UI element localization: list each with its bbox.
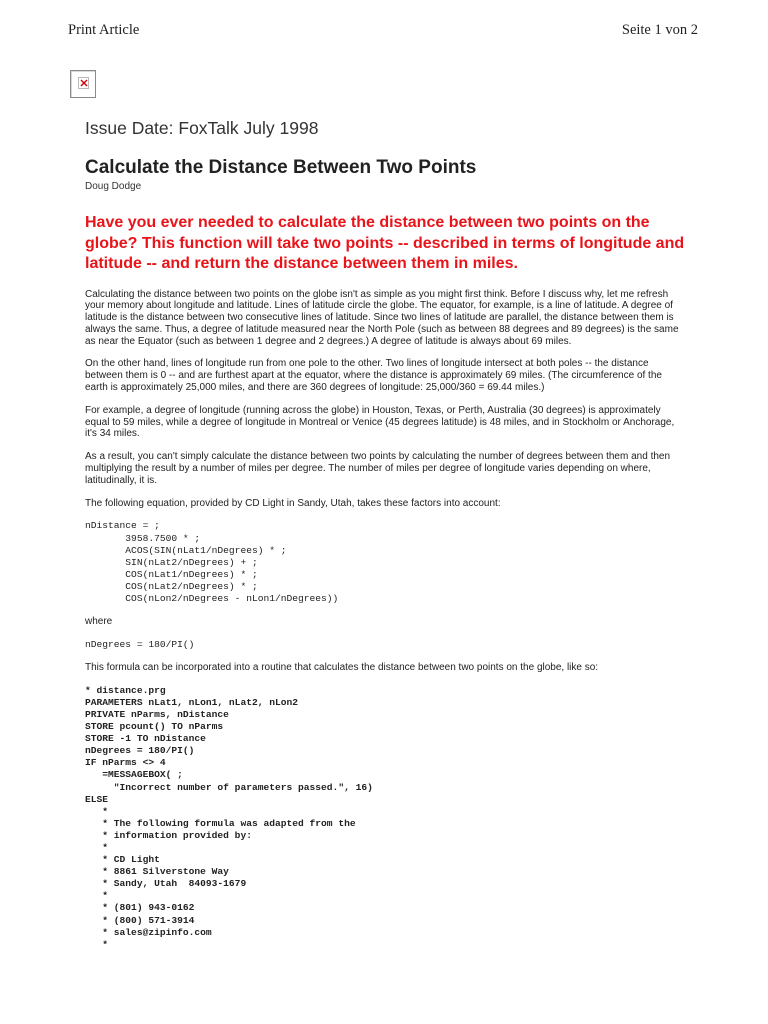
paragraph-routine-intro: This formula can be incorporated into a routine that calculates the distance between two points on the globe, like so: [85,662,599,673]
article-author: Doug Dodge [85,181,142,192]
code-routine: * distance.prg PARAMETERS nLat1, nLon1, nLat2, nLon2 PRIVATE nParms, nDistance STORE pcount() TO nParms STORE -1 TO nDistance nDegrees = 180/PI() IF nParms <> 4 =MESSAGEBOX( ; "Incorrect number of parameters passed.", 16) ELSE * * The following formula was adapted from the * information provided by: * * CD Light * 8861 Silverstone Way * Sandy, Utah 84093-1679 * * (801) 943-0162 * (800) 571-3914 * sales@zipinfo.com * [85,684,373,950]
page-number: Seite 1 von 2 [621,22,698,38]
paragraph-latitude: Calculating the distance between two points on the globe isn't as simple as you might first think. Before I discuss why, let me refresh your memory about longitude and latitude. Lines of latitude circle the globe. The equator, for example, is a line of latitude. A degree of latitude is the distance between two consecutive lines of latitude. Since two lines of latitude are parallel, the distance between them is always the same. Thus, a degree of latitude measured near the North Pole (such as between 88 degrees and 89 degrees) is the same as near the Equator (such as between 1 degree and 2 degrees.) A degree of latitude is always about 69 miles. [85,288,679,347]
issue-date: Issue Date: FoxTalk July 1998 [85,118,319,138]
where-label: where [85,616,113,628]
paragraph-example: For example, a degree of longitude (running across the globe) in Houston, Texas, or Perth, Australia (30 degrees) is approximately equal to 59 miles, while a degree of longitude in Montreal or Venice (45 degrees latitude) is 48 miles, and in Stockholm or Anchorage, it's 34 miles. [85,404,675,440]
print-article-label: Print Article [68,22,140,38]
code-degrees: nDegrees = 180/PI() [85,638,195,650]
broken-image-icon [70,70,96,98]
print-header [68,22,698,42]
paragraph-result: As a result, you can't simply calculate the distance between two points by calculating the number of degrees between them and then multiplying the result by a number of miles per degree. The number of miles per degree of longitude varies depending on where, latitudinally, it is. [85,451,671,486]
broken-image-glyph [78,77,89,89]
paragraph-equation-intro: The following equation, provided by CD Light in Sandy, Utah, takes these factors into account: [85,497,501,509]
article-lead: Have you ever needed to calculate the distance between two points on the globe? This function will take two points -- described in terms of longitude and latitude -- and return the distance between them in miles. [85,214,685,272]
article-title: Calculate the Distance Between Two Points [85,157,477,178]
code-equation: nDistance = ; 3958.7500 * ; ACOS(SIN(nLat1/nDegrees) * ; SIN(nLat2/nDegrees) + ; COS(nLat1/nDegrees) * ; COS(nLat2/nDegrees) * ; COS(nLon2/nDegrees - nLon1/nDegrees)) [85,520,339,605]
paragraph-longitude: On the other hand, lines of longitude run from one pole to the other. Two lines of longitude intersect at both poles -- the distance between them is 0 -- and are furthest apart at the equator, where the distance is approximately 69 miles. (The circumference of the earth is approximately 25,000 miles, and there are 360 degrees of longitude: 25,000/360 = 69.44 miles.) [85,358,662,394]
article-body [85,117,685,962]
